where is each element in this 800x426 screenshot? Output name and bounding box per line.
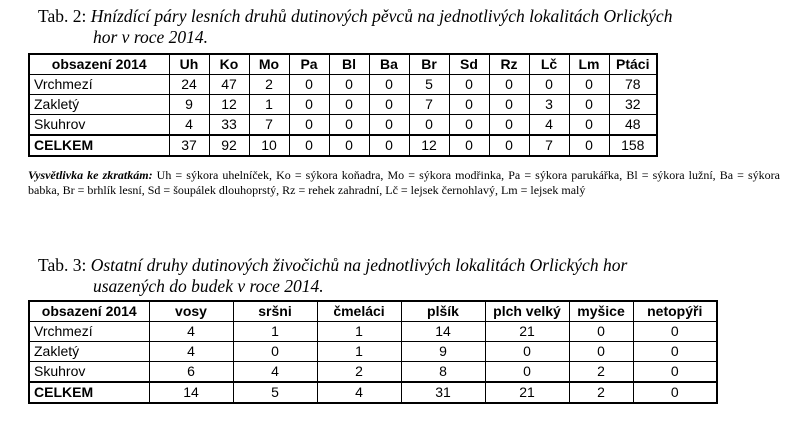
total-cell: 158 (609, 135, 657, 156)
table-cell: 0 (289, 115, 329, 136)
table-2 (28, 53, 658, 157)
tab2-header-cell: Ptáci (609, 54, 657, 75)
table-3-caption-text-cont: usazených do budek v roce 2014. (93, 276, 324, 296)
tab3-header-cell: sršni (233, 301, 317, 322)
tab2-header-cell: Pa (289, 54, 329, 75)
tab2-header-cell: Rz (489, 54, 529, 75)
row-label: Skuhrov (29, 115, 169, 136)
table-cell: 6 (149, 362, 233, 383)
total-row (29, 382, 717, 403)
table-cell: 0 (489, 95, 529, 115)
row-label: Vrchmezí (29, 75, 169, 95)
tab2-header-cell: Uh (169, 54, 209, 75)
table-cell: 0 (485, 362, 569, 383)
tab2-header-cell: obsazení 2014 (29, 54, 169, 75)
table-row (29, 95, 657, 115)
tab3-header-cell: plšík (401, 301, 485, 322)
row-label: Skuhrov (29, 362, 149, 383)
abbreviation-note-label: Vysvětlivka ke zkratkám: (28, 168, 153, 182)
table-cell: 14 (401, 322, 485, 342)
tab3-header-cell: obsazení 2014 (29, 301, 149, 322)
table-cell: 5 (409, 75, 449, 95)
table-cell: 0 (329, 75, 369, 95)
table-cell: 3 (529, 95, 569, 115)
row-label: Zakletý (29, 342, 149, 362)
total-cell: 14 (149, 382, 233, 403)
table-2-caption (38, 6, 783, 48)
total-label: CELKEM (29, 135, 169, 156)
table-cell: 1 (233, 322, 317, 342)
table-cell: 0 (233, 342, 317, 362)
table-cell: 1 (317, 322, 401, 342)
table-cell: 0 (569, 342, 633, 362)
tab3-header-cell: netopýři (633, 301, 717, 322)
tab3-header-cell: vosy (149, 301, 233, 322)
table-3 (28, 300, 718, 404)
table-cell: 0 (369, 115, 409, 136)
abbreviation-note (28, 168, 780, 197)
tab2-header-cell: Br (409, 54, 449, 75)
table-cell: 2 (249, 75, 289, 95)
table-cell: 4 (149, 342, 233, 362)
total-cell: 7 (529, 135, 569, 156)
table-cell: 33 (209, 115, 249, 136)
total-cell: 0 (569, 135, 609, 156)
table-cell: 47 (209, 75, 249, 95)
tab2-header-cell: Ba (369, 54, 409, 75)
table-cell: 0 (289, 95, 329, 115)
table-cell: 12 (209, 95, 249, 115)
table-row (29, 362, 717, 383)
total-cell: 0 (633, 382, 717, 403)
table-3-caption-text: Ostatní druhy dutinových živočichů na jednotlivých lokalitách Orlických hor (90, 255, 628, 275)
table-cell: 4 (169, 115, 209, 136)
table-2-caption-number: Tab. 2: (38, 6, 87, 26)
tab2-header-cell: Sd (449, 54, 489, 75)
abbreviation-note-text: Uh = sýkora uhelníček, Ko = sýkora koňadra, Mo = sýkora modřinka, Pa = sýkora parukářka, Bl = sýkora lužní, Ba = sýkora babka, Br = brhlík lesní, Sd = šoupálek dlouhoprstý, Rz = rehek zahradní, Lč = lejsek černohlavý, Lm = lejsek malý (28, 168, 780, 197)
table-cell: 4 (529, 115, 569, 136)
table-cell: 0 (569, 75, 609, 95)
table-cell: 0 (369, 75, 409, 95)
table-row (29, 115, 657, 136)
total-cell: 4 (317, 382, 401, 403)
table-row (29, 322, 717, 342)
total-cell: 12 (409, 135, 449, 156)
table-cell: 0 (289, 75, 329, 95)
total-cell: 21 (485, 382, 569, 403)
table-cell: 4 (233, 362, 317, 383)
table-cell: 0 (329, 95, 369, 115)
table-cell: 0 (409, 115, 449, 136)
table-3-header-row (29, 301, 717, 322)
table-cell: 21 (485, 322, 569, 342)
tab3-header-cell: myšice (569, 301, 633, 322)
table-cell: 0 (369, 95, 409, 115)
table-cell: 0 (489, 75, 529, 95)
table-cell: 0 (633, 362, 717, 383)
table-3-caption (38, 255, 783, 297)
table-cell: 48 (609, 115, 657, 136)
table-row (29, 342, 717, 362)
row-label: Zakletý (29, 95, 169, 115)
table-cell: 0 (489, 115, 529, 136)
total-cell: 5 (233, 382, 317, 403)
table-3-caption-number: Tab. 3: (38, 255, 87, 275)
total-cell: 0 (489, 135, 529, 156)
total-row (29, 135, 657, 156)
table-cell: 0 (569, 322, 633, 342)
row-label: Vrchmezí (29, 322, 149, 342)
table-2-caption-text: Hnízdící páry lesních druhů dutinových pěvců na jednotlivých lokalitách Orlických (90, 6, 673, 26)
table-cell: 0 (569, 115, 609, 136)
table-cell: 78 (609, 75, 657, 95)
table-2-header-row (29, 54, 657, 75)
total-cell: 0 (369, 135, 409, 156)
table-cell: 0 (449, 75, 489, 95)
tab2-header-cell: Lč (529, 54, 569, 75)
table-cell: 2 (569, 362, 633, 383)
table-cell: 1 (249, 95, 289, 115)
table-row (29, 75, 657, 95)
table-cell: 9 (169, 95, 209, 115)
table-cell: 8 (401, 362, 485, 383)
table-cell: 0 (569, 95, 609, 115)
tab2-header-cell: Lm (569, 54, 609, 75)
table-cell: 0 (449, 95, 489, 115)
total-cell: 37 (169, 135, 209, 156)
total-label: CELKEM (29, 382, 149, 403)
table-cell: 1 (317, 342, 401, 362)
table-cell: 7 (409, 95, 449, 115)
tab2-header-cell: Bl (329, 54, 369, 75)
total-cell: 0 (289, 135, 329, 156)
total-cell: 10 (249, 135, 289, 156)
total-cell: 2 (569, 382, 633, 403)
table-cell: 0 (485, 342, 569, 362)
table-cell: 0 (449, 115, 489, 136)
total-cell: 31 (401, 382, 485, 403)
tab2-header-cell: Ko (209, 54, 249, 75)
table-cell: 0 (329, 115, 369, 136)
table-cell: 2 (317, 362, 401, 383)
table-cell: 0 (633, 342, 717, 362)
table-2-caption-text-cont: hor v roce 2014. (93, 27, 209, 47)
tab3-header-cell: plch velký (485, 301, 569, 322)
table-cell: 4 (149, 322, 233, 342)
total-cell: 0 (329, 135, 369, 156)
table-cell: 9 (401, 342, 485, 362)
tab2-header-cell: Mo (249, 54, 289, 75)
table-cell: 7 (249, 115, 289, 136)
tab3-header-cell: čmeláci (317, 301, 401, 322)
table-cell: 32 (609, 95, 657, 115)
table-cell: 0 (633, 322, 717, 342)
total-cell: 0 (449, 135, 489, 156)
table-cell: 0 (529, 75, 569, 95)
total-cell: 92 (209, 135, 249, 156)
table-cell: 24 (169, 75, 209, 95)
